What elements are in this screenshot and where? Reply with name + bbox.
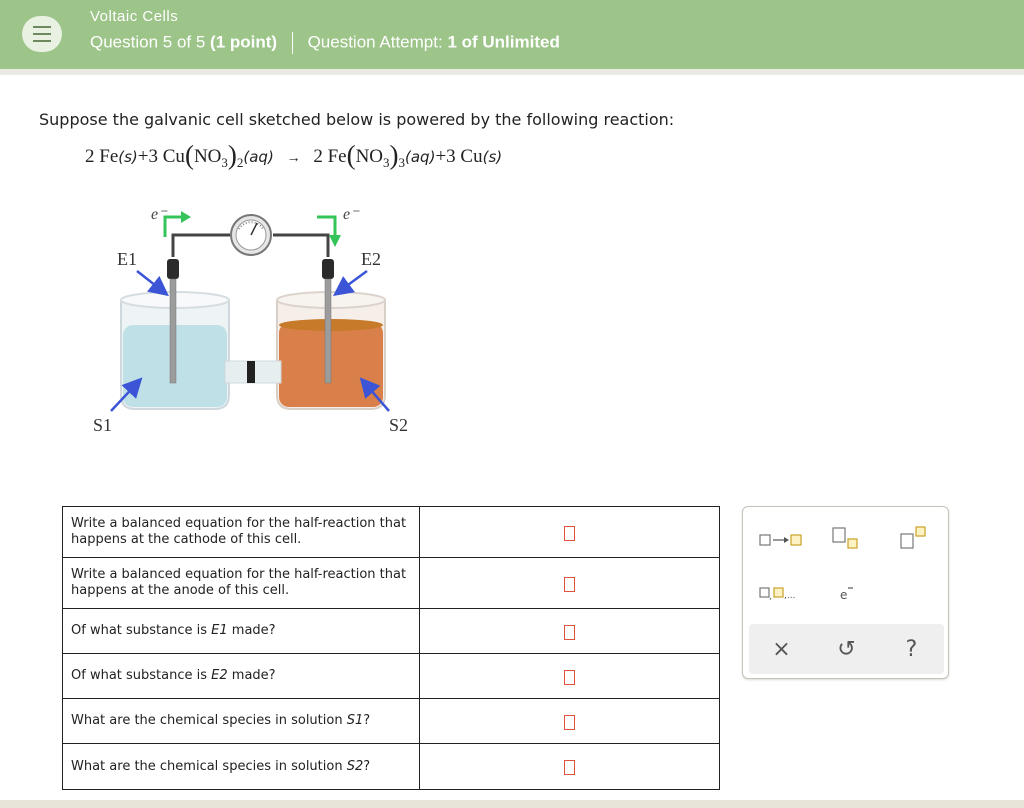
table-row	[63, 507, 720, 558]
question-label: Question 5 of 5	[90, 32, 206, 52]
question-text: ?	[363, 713, 371, 728]
electrode-e2	[325, 279, 331, 383]
question-text: ?	[363, 758, 371, 774]
table-row	[63, 744, 720, 790]
coef: 2	[85, 146, 95, 167]
question-variable: S1	[346, 713, 364, 728]
question-status	[90, 32, 560, 54]
coef: 2	[313, 146, 323, 167]
svg-text:e: e	[840, 588, 848, 602]
list-tool-button[interactable]	[753, 579, 809, 607]
question-text: made?	[227, 623, 276, 638]
answer-input-box[interactable]	[564, 577, 575, 592]
subscript-icon	[829, 525, 863, 551]
question-text: What are the chemical species in solution	[71, 713, 347, 728]
coef: 3	[148, 146, 158, 167]
question-prompt: Suppose the galvanic cell sketched below is powered by the following reaction:	[39, 110, 675, 129]
state: (aq)	[243, 148, 274, 166]
salt-bridge-plug	[247, 361, 255, 383]
superscript-tool-button[interactable]	[891, 521, 937, 555]
label-e1: E1	[117, 249, 137, 269]
answer-input-box[interactable]	[564, 715, 575, 730]
subscript: 3	[383, 154, 390, 170]
paren: )	[227, 140, 237, 170]
species: Cu	[162, 146, 185, 167]
question-points: (1 point)	[210, 32, 278, 52]
electrode-e1-cap	[167, 259, 179, 279]
answer-table	[62, 506, 720, 790]
question-variable: E1	[211, 623, 228, 638]
question-cell: Write a balanced equation for the half-reaction that happens at the anode of this cell.	[63, 558, 420, 609]
state: (aq)	[405, 148, 436, 166]
answer-cell[interactable]	[419, 507, 720, 558]
table-row	[63, 609, 720, 654]
svg-text:,: ,	[769, 592, 772, 601]
help-button[interactable]	[879, 624, 944, 674]
question-text: Of what substance is	[71, 623, 212, 638]
tool-palette	[742, 506, 949, 679]
paren: (	[184, 140, 194, 170]
help-icon: ?	[905, 636, 918, 662]
answer-cell[interactable]	[419, 744, 720, 790]
electron-icon	[836, 584, 856, 602]
subscript: 3	[398, 154, 406, 170]
electron-label-right: e⁻	[343, 206, 359, 223]
reaction-arrow: →	[286, 151, 301, 166]
species: Cu	[460, 146, 483, 167]
paren: )	[389, 140, 399, 170]
superscript-icon	[897, 525, 931, 551]
species: Fe	[99, 146, 119, 167]
list-icon	[758, 585, 804, 601]
answer-input-box[interactable]	[564, 760, 575, 775]
menu-icon[interactable]	[22, 16, 62, 52]
electron-tool-button[interactable]	[823, 579, 869, 607]
undo-icon: ↺	[837, 636, 856, 662]
header-shadow	[0, 69, 1024, 75]
topic-title: Voltaic Cells	[90, 8, 179, 25]
answer-cell[interactable]	[419, 609, 720, 654]
clear-button[interactable]	[749, 624, 814, 674]
label-s2: S2	[389, 415, 409, 435]
question-cell: Write a balanced equation for the half-reaction that happens at the cathode of this cell.	[63, 507, 420, 558]
label-e2: E2	[361, 249, 381, 269]
attempt-value: 1 of Unlimited	[447, 32, 560, 52]
wire-right	[273, 235, 328, 257]
plus: +	[137, 146, 149, 167]
top-bar	[0, 0, 1024, 69]
question-cell	[63, 654, 420, 699]
question-text: made?	[227, 668, 276, 683]
table-row	[63, 699, 720, 744]
group: NO	[193, 146, 222, 167]
undo-button[interactable]	[814, 624, 879, 674]
attempt-label: Question Attempt:	[307, 32, 443, 52]
label-s1: S1	[93, 415, 113, 435]
reaction-arrow-tool-button[interactable]	[753, 525, 809, 555]
state: (s)	[482, 148, 503, 166]
question-text: What are the chemical species in solution	[71, 758, 347, 774]
action-strip	[749, 624, 944, 674]
answer-cell[interactable]	[419, 558, 720, 609]
electron-label-left: e⁻	[151, 206, 167, 223]
close-icon: ×	[772, 636, 791, 662]
question-text: Of what substance is	[71, 668, 212, 683]
answer-cell[interactable]	[419, 654, 720, 699]
answer-input-box[interactable]	[564, 670, 575, 685]
electrode-e1	[170, 279, 176, 383]
paren: (	[346, 140, 356, 170]
divider	[292, 32, 293, 54]
electrode-e2-cap	[322, 259, 334, 279]
question-cell	[63, 699, 420, 744]
svg-text:,...: ,...	[784, 591, 796, 601]
answer-cell[interactable]	[419, 699, 720, 744]
answer-input-box[interactable]	[564, 625, 575, 640]
question-variable: S2	[346, 758, 364, 774]
coef: 3	[446, 146, 456, 167]
plus: +	[435, 146, 447, 167]
wire-left	[173, 235, 230, 257]
question-variable: E2	[211, 668, 228, 683]
voltmeter-icon	[231, 215, 271, 255]
bottom-bar	[0, 800, 1024, 808]
table-row	[63, 558, 720, 609]
subscript-tool-button[interactable]	[823, 521, 869, 555]
table-row	[63, 654, 720, 699]
group: NO	[355, 146, 384, 167]
reaction-equation	[85, 140, 503, 171]
question-cell	[63, 609, 420, 654]
reaction-arrow-icon	[758, 532, 804, 548]
subscript: 3	[221, 154, 228, 170]
galvanic-cell-diagram	[85, 195, 445, 445]
answer-input-box[interactable]	[564, 526, 575, 541]
subscript: 2	[236, 154, 244, 170]
question-cell	[63, 744, 420, 790]
species: Fe	[327, 146, 347, 167]
state: (s)	[118, 148, 138, 166]
